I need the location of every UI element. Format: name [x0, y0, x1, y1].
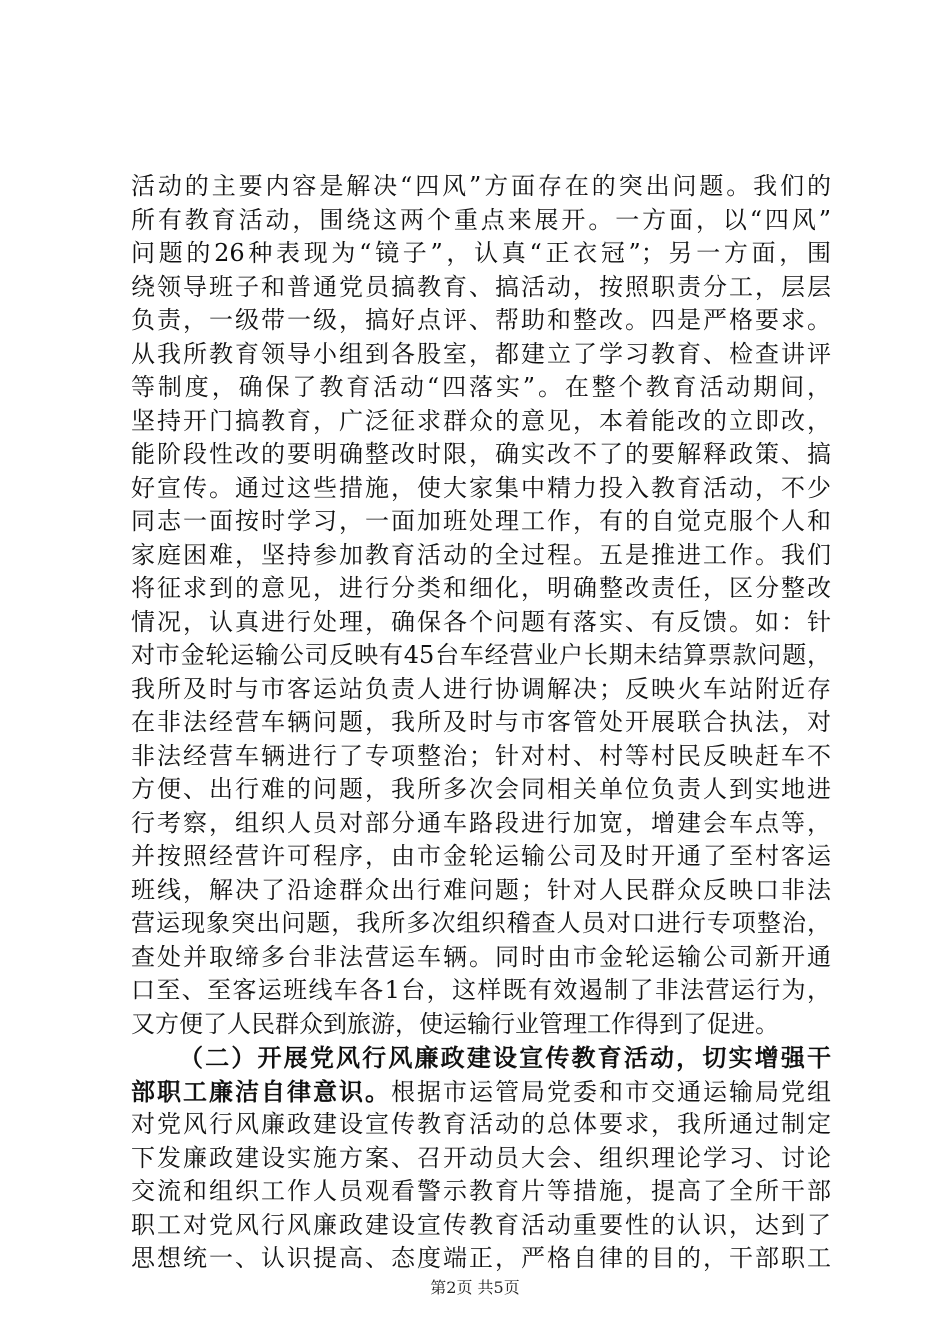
text-line: 所有教育活动，围绕这两个重点来展开。一方面，以“四风”	[131, 205, 831, 234]
text-line: 非法经营车辆进行了专项整治；针对村、村等村民反映赶车不	[131, 741, 831, 770]
section-heading-bold-tail: 部职工廉洁自律意识。	[131, 1076, 391, 1106]
text-line: 交流和组织工作人员观看警示教育片等措施，提高了全所干部	[131, 1177, 831, 1205]
text-line: 我所及时与市客运站负责人进行协调解决；反映火车站附近存	[131, 674, 831, 703]
text-line: 下发廉政建设实施方案、召开动员大会、组织理论学习、讨论	[131, 1143, 831, 1172]
text-line: 对党风行风廉政建设宣传教育活动的总体要求，我所通过制定	[131, 1110, 831, 1138]
text-line: 家庭困难，坚持参加教育活动的全过程。五是推进工作。我们	[131, 540, 831, 569]
text-line: 从我所教育领导小组到各股室，都建立了学习教育、检查讲评	[131, 339, 831, 368]
text-line: 班线，解决了沿途群众出行难问题；针对人民群众反映口非法	[131, 875, 831, 904]
text-line: 负责，一级带一级，搞好点评、帮助和整改。四是严格要求。	[131, 306, 831, 334]
section-heading-line-1	[131, 1041, 831, 1075]
text-line: 活动的主要内容是解决“四风”方面存在的突出问题。我们的	[131, 172, 831, 200]
section-body-start: 根据市运管局党委和市交通运输局党组	[391, 1077, 831, 1106]
text-line: 在非法经营车辆问题，我所及时与市客管处开展联合执法，对	[131, 708, 831, 736]
text-line: 又方便了人民群众到旅游，使运输行业管理工作得到了促进。	[131, 1009, 779, 1038]
text-line: 坚持开门搞教育，广泛征求群众的意见，本着能改的立即改，	[131, 406, 831, 435]
text-line: 方便、出行难的问题，我所多次会同相关单位负责人到实地进	[131, 775, 831, 803]
section-heading-line-2	[131, 1075, 831, 1109]
text-line: 将征求到的意见，进行分类和细化，明确整改责任，区分整改	[131, 574, 831, 602]
text-line: 行考察，组织人员对部分通车路段进行加宽，增建会车点等，	[131, 808, 831, 837]
text-line: 等制度，确保了教育活动“四落实”。在整个教育活动期间，	[131, 373, 831, 401]
text-line: 问题的26种表现为“镜子”，认真“正衣冠”；另一方面，围	[131, 239, 831, 267]
text-line: 职工对党风行风廉政建设宣传教育活动重要性的认识，达到了	[131, 1210, 831, 1239]
paragraph-continuation	[131, 170, 831, 1041]
text-line: 查处并取缔多台非法营运车辆。同时由市金轮运输公司新开通	[131, 942, 831, 971]
page-footer: 第2页 共5页	[430, 1278, 520, 1297]
text-line: 情况，认真进行处理，确保各个问题有落实、有反馈。如：针	[131, 607, 831, 636]
text-line: 口至、至客运班线车各1台，这样既有效遏制了非法营运行为，	[131, 976, 831, 1004]
document-body	[131, 170, 831, 1276]
text-line: 好宣传。通过这些措施，使大家集中精力投入教育活动，不少	[131, 473, 831, 502]
section-paragraph	[131, 1108, 831, 1276]
section-heading-text: （二）开展党风行风廉政建设宣传教育活动，切实增强干	[179, 1043, 831, 1072]
text-line: 并按照经营许可程序，由市金轮运输公司及时开通了至村客运	[131, 842, 831, 870]
text-line: 思想统一、认识提高、态度端正，严格自律的目的，干部职工	[131, 1244, 831, 1272]
text-line: 同志一面按时学习，一面加班处理工作，有的自觉克服个人和	[131, 507, 831, 535]
text-line: 对市金轮运输公司反映有45台车经营业户长期未结算票款问题，	[131, 641, 831, 669]
text-line: 能阶段性改的要明确整改时限，确实改不了的要解释政策、搞	[131, 440, 831, 468]
text-line: 绕领导班子和普通党员搞教育、搞活动，按照职责分工，层层	[131, 272, 831, 301]
text-line: 营运现象突出问题，我所多次组织稽查人员对口进行专项整治，	[131, 909, 831, 937]
